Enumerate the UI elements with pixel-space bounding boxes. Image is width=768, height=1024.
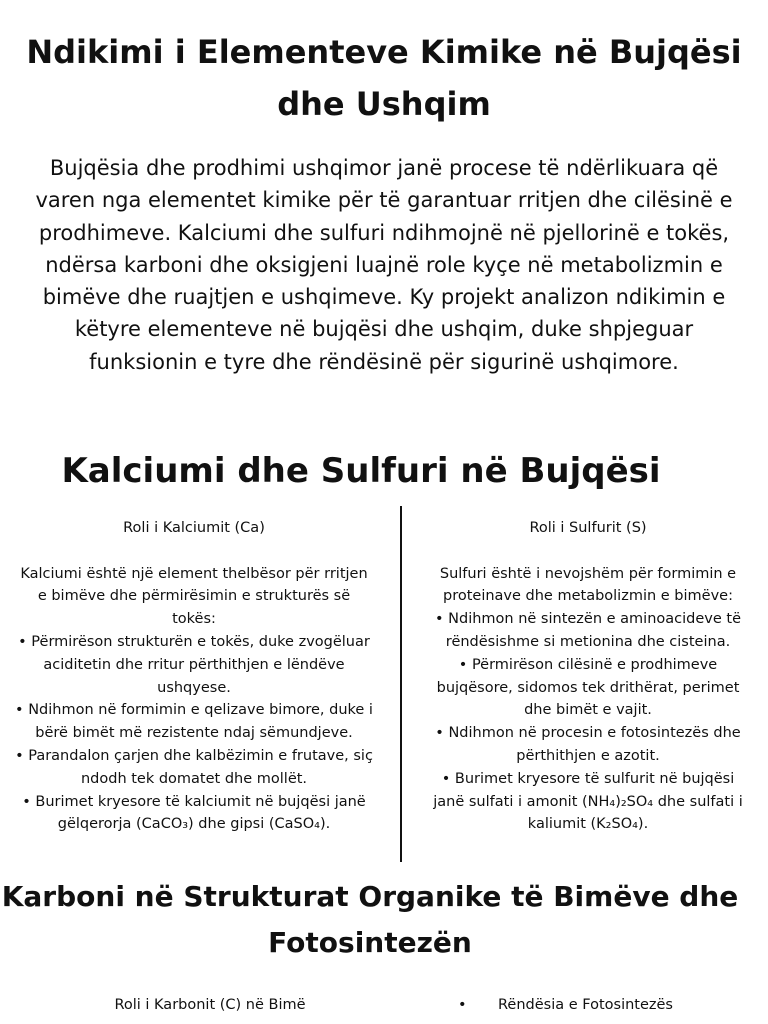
section-heading-carbon bbox=[0, 874, 740, 966]
calcium-line: Kalciumi është një element thelbësor për rritjen bbox=[20, 565, 368, 582]
calcium-line: • Parandalon çarjen dhe kalbëzimin e frutave, siç bbox=[15, 747, 373, 764]
sulfur-text bbox=[414, 563, 762, 837]
carbon-role-title: Roli i Karbonit (C) në Bimë bbox=[114, 997, 306, 1013]
photosynthesis-title: Rëndësia e Fotosintezës bbox=[498, 997, 673, 1013]
intro-line: bimëve dhe ruajtjen e ushqimeve. Ky projekt analizon ndikimin e bbox=[42, 285, 726, 310]
sulfur-line: • Përmirëson cilësinë e prodhimeve bbox=[458, 656, 718, 673]
calcium-line: • Përmirëson strukturën e tokës, duke zvogëluar bbox=[18, 633, 370, 650]
calcium-line: ndodh tek domatet dhe mollët. bbox=[80, 770, 308, 787]
sulfur-role-title: Roli i Sulfurit (S) bbox=[529, 520, 647, 536]
intro-line: ndërsa karboni dhe oksigjeni luajnë role kyçe në metabolizmin e bbox=[45, 252, 723, 277]
sulfur-column bbox=[414, 517, 762, 836]
sulfur-line: janë sulfati i amonit (NH₄)₂SO₄ dhe sulfati i bbox=[433, 793, 743, 810]
intro-line: varen nga elementet kimike për të garantuar rritjen dhe cilësinë e bbox=[35, 188, 733, 213]
sulfur-line: • Burimet kryesore të sulfurit në bujqësi bbox=[441, 770, 735, 787]
calcium-line: ushqyese. bbox=[157, 679, 231, 696]
carbon-heading-line: Karboni në Strukturat Organike të Bimëve dhe bbox=[1, 880, 739, 913]
intro-line: Bujqësia dhe prodhimi ushqimor janë procese të ndërlikuara që bbox=[49, 156, 719, 180]
calcium-line: bërë bimët më rezistente ndaj sëmundjeve. bbox=[35, 725, 353, 742]
intro-line: këtyre elementeve në bujqësi dhe ushqim, duke shpjeguar bbox=[74, 317, 694, 342]
calcium-line: • Burimet kryesore të kalciumit në bujqësi janë bbox=[22, 793, 366, 810]
sulfur-line: proteinave dhe metabolizmin e bimëve: bbox=[443, 588, 733, 605]
sulfur-line: • Ndihmon në procesin e fotosintezës dhe bbox=[435, 725, 741, 742]
calcium-line: tokës: bbox=[172, 611, 216, 628]
calcium-line: e bimëve dhe përmirësimin e strukturës së bbox=[37, 588, 351, 605]
title-line: dhe Ushqim bbox=[277, 85, 491, 123]
sulfur-line: kaliumit (K₂SO₄). bbox=[527, 816, 649, 833]
calcium-text bbox=[6, 563, 382, 837]
bullet-icon: • bbox=[458, 997, 467, 1013]
title-line: Ndikimi i Elementeve Kimike në Bujqësi bbox=[26, 33, 742, 71]
sulfur-line: • Ndihmon në sintezën e aminoacideve të bbox=[434, 611, 741, 628]
carbon-heading-line: Fotosintezën bbox=[268, 926, 472, 959]
intro-paragraph bbox=[10, 152, 758, 378]
calcium-line: aciditetin dhe rritur përthithjen e lëndëve bbox=[43, 656, 345, 673]
page-title bbox=[0, 26, 768, 130]
sulfur-line: bujqësore, sidomos tek drithërat, perimet bbox=[436, 679, 740, 696]
sulfur-line: përthithjen e azotit. bbox=[516, 747, 660, 764]
calcium-role-title: Roli i Kalciumit (Ca) bbox=[123, 520, 265, 536]
calcium-column bbox=[6, 517, 382, 836]
column-divider bbox=[400, 506, 402, 862]
section-heading-calcium-sulfur: Kalciumi dhe Sulfuri në Bujqësi bbox=[61, 451, 661, 491]
calcium-line: gëlqerorja (CaCO₃) dhe gipsi (CaSO₄). bbox=[57, 816, 331, 833]
intro-line: funksionin e tyre dhe rëndësinë për sigurinë ushqimore. bbox=[89, 349, 679, 374]
intro-line: prodhimeve. Kalciumi dhe sulfuri ndihmojnë në pjellorinë e tokës, bbox=[38, 220, 730, 245]
sulfur-line: dhe bimët e vajit. bbox=[524, 702, 652, 719]
photosynthesis-item bbox=[458, 994, 673, 1016]
sulfur-line: rëndësishme si metionina dhe cisteina. bbox=[445, 633, 731, 650]
sulfur-line: Sulfuri është i nevojshëm për formimin e bbox=[439, 565, 737, 582]
calcium-line: • Ndihmon në formimin e qelizave bimore, duke i bbox=[15, 702, 373, 719]
